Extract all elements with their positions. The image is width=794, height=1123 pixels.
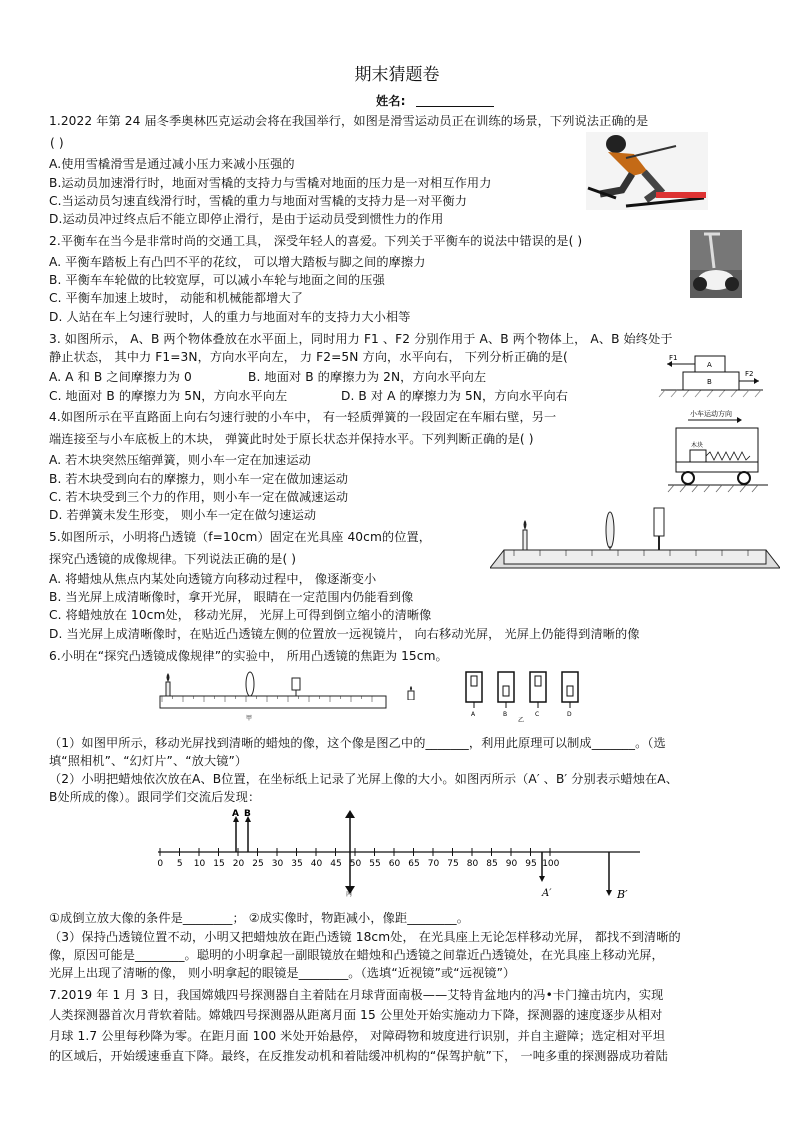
axis-tick-label: 80 bbox=[466, 859, 479, 869]
axis-tick-label: 0 bbox=[157, 859, 164, 869]
q7-line-4: 的区域后，开始缓速垂直下降。最终，在反推发动机和着陆缓冲机构的“保驾护航”下， 一吨多重的探测器成功着陆 bbox=[49, 1049, 668, 1063]
q5-stem-cont: 探究凸透镜的成像规律。下列说法正确的是( ) bbox=[49, 552, 297, 566]
number-line-figure-bing bbox=[150, 804, 650, 908]
axis-tick-label: 95 bbox=[525, 859, 537, 869]
option-label: B bbox=[503, 711, 508, 718]
q3-option-a: A. A 和 B 之间摩擦力为 0 bbox=[49, 370, 192, 384]
candle-image bbox=[535, 676, 541, 686]
q5-option-b: B. 当光屏上成清晰像时，拿开光屏， 眼睛在一定范围内仍能看到像 bbox=[49, 590, 414, 604]
axis-label-b-prime: B′ bbox=[617, 888, 628, 901]
optical-bench-figure-jia bbox=[150, 668, 390, 724]
q6-stem: 6.小明在“探究凸透镜成像规律”的实验中， 所用凸透镜的焦距为 15cm。 bbox=[49, 649, 448, 663]
q5-stem: 5.如图所示，小明将凸透镜（f=10cm）固定在光具座 40cm的位置， bbox=[49, 530, 432, 544]
cart-direction-label: 小车运动方向 bbox=[690, 410, 732, 418]
name-label: 姓名: bbox=[376, 94, 406, 108]
option-label: D bbox=[567, 711, 572, 718]
q2-stem: 2.平衡车在当今是非常时尚的交通工具， 深受年轻人的喜爱。下列关于平衡车的说法中错误的是( ) bbox=[49, 234, 583, 248]
q3-option-c: C. 地面对 B 的摩擦力为 5N，方向水平向左 bbox=[49, 389, 288, 403]
option-label: C bbox=[535, 711, 540, 718]
axis-tick-label: 40 bbox=[310, 859, 323, 869]
optical-bench-figure-q5 bbox=[490, 506, 780, 576]
axis-tick-label: 5 bbox=[176, 859, 183, 869]
axis-label-a-prime: A′ bbox=[542, 888, 552, 899]
q3-option-d: D. B 对 A 的摩擦力为 5N，方向水平向右 bbox=[341, 389, 569, 403]
axis-tick-label: 85 bbox=[486, 859, 498, 869]
q6-part2-questions: ①成倒立放大像的条件是________； ②成实像时，物距减小，像距________。 bbox=[49, 911, 470, 925]
page-title: 期末猜题卷 bbox=[354, 65, 440, 85]
fig-label-b: B bbox=[707, 378, 712, 386]
q3-stem: 3. 如图所示， A、B 两个物体叠放在水平面上，同时用力 F1 、F2 分别作用于 A、B 两个物体上， A、B 始终处于 bbox=[49, 332, 673, 346]
fig-yi-label: 乙 bbox=[518, 717, 525, 724]
q4-stem-cont: 端连接至与小车底板上的木块， 弹簧此时处于原长状态并保持水平。下列判断正确的是( ) bbox=[49, 432, 534, 446]
stacked-blocks-figure bbox=[655, 350, 767, 400]
q3-option-b: B. 地面对 B 的摩擦力为 2N，方向水平向左 bbox=[248, 370, 487, 384]
q1-option-a: A.使用雪橇滑雪是通过减小压力来减小压强的 bbox=[49, 157, 295, 171]
axis-tick-label: 75 bbox=[447, 859, 459, 869]
q4-option-b: B. 若木块受到向右的摩擦力，则小车一定在做加速运动 bbox=[49, 472, 349, 486]
q1-option-d: D.运动员冲过终点后不能立即停止滑行，是由于运动员受到惯性力的作用 bbox=[49, 212, 444, 226]
q1-option-c: C.当运动员匀速直线滑行时，雪橇的重力与地面对雪橇的支持力是一对平衡力 bbox=[49, 194, 468, 208]
fig-label-f1: F1 bbox=[669, 354, 678, 362]
q1-answer-blank[interactable]: ( ) bbox=[50, 136, 64, 150]
fig-bing-label: 丙 bbox=[346, 891, 353, 898]
image-options-figure-yi bbox=[460, 668, 588, 724]
axis-tick-label: 70 bbox=[427, 859, 440, 869]
name-blank[interactable] bbox=[416, 106, 494, 107]
axis-tick-label: 15 bbox=[213, 859, 225, 869]
fig-label-f2: F2 bbox=[745, 370, 754, 378]
candle-image bbox=[503, 686, 509, 696]
axis-tick-label: 90 bbox=[505, 859, 518, 869]
q4-option-c: C. 若木块受到三个力的作用，则小车一定在做减速运动 bbox=[49, 490, 349, 504]
q4-option-d: D. 若弹簧未发生形变， 则小车一定在做匀速运动 bbox=[49, 508, 317, 522]
option-label: A bbox=[471, 711, 476, 718]
axis-tick-label: 50 bbox=[349, 859, 362, 869]
skier-image bbox=[586, 132, 708, 210]
q6-part1-cont: 填“照相机”、“幻灯片”、“放大镜”） bbox=[49, 754, 248, 768]
q5-option-d: D. 当光屏上成清晰像时，在贴近凸透镜左侧的位置放一远视镜片， 向右移动光屏， 光屏上仍能得到清晰的像 bbox=[49, 627, 640, 641]
axis-tick-label: 45 bbox=[330, 859, 342, 869]
cart-spring-figure bbox=[666, 404, 770, 496]
axis-tick-label: 60 bbox=[388, 859, 401, 869]
fig-label-a: A bbox=[707, 361, 712, 369]
q4-option-a: A. 若木块突然压缩弹簧，则小车一定在加速运动 bbox=[49, 453, 311, 467]
q7-line-1: 7.2019 年 1 月 3 日，我国嫦娥四号探测器自主着陆在月球背面南极——艾特肯盆地内的冯•卡门撞击坑内，实现 bbox=[49, 988, 664, 1002]
q4-stem: 4.如图所示在平直路面上向右匀速行驶的小车中， 有一轻质弹簧的一段固定在车厢右壁，另一 bbox=[49, 410, 557, 424]
candle-icon bbox=[405, 686, 417, 700]
q6-part1: （1）如图甲所示，移动光屏找到清晰的蜡烛的像，这个像是图乙中的_______，利用此原理可以制成_______。（选 bbox=[49, 736, 666, 750]
q7-line-3: 月球 1.7 公里每秒降为零。在距月面 100 米处开始悬停， 对障碍物和坡度进行识别，并自主避障；选定相对平坦 bbox=[49, 1029, 666, 1043]
q3-stem-cont: 静止状态， 其中力 F1=3N，方向水平向左， 力 F2=5N 方向，水平向右， 下列分析正确的是( bbox=[49, 350, 568, 364]
q6-part2: （2）小明把蜡烛依次放在A、B位置，在坐标纸上记录了光屏上像的大小。如图丙所示（A′ 、B′ 分别表示蜡烛在A、 bbox=[49, 772, 678, 786]
axis-label-b: B bbox=[244, 809, 251, 819]
q1-option-b: B.运动员加速滑行时，地面对雪橇的支持力与雪橇对地面的压力是一对相互作用力 bbox=[49, 176, 492, 190]
q6-part3: （3）保持凸透镜位置不动，小明又把蜡烛放在距凸透镜 18cm处， 在光具座上无论怎样移动光屏， 都找不到清晰的 bbox=[49, 930, 681, 944]
fig-jia-label: 甲 bbox=[246, 715, 253, 722]
q2-option-d: D. 人站在车上匀速行驶时，人的重力与地面对车的支持力大小相等 bbox=[49, 310, 411, 324]
q1-stem: 1.2022 年第 24 届冬季奥林匹克运动会将在我国举行，如图是滑雪运动员正在训练的场景，下列说法正确的是 bbox=[49, 114, 649, 128]
axis-tick-label: 10 bbox=[193, 859, 206, 869]
q2-option-c: C. 平衡车加速上坡时， 动能和机械能都增大了 bbox=[49, 291, 303, 305]
axis-tick-label: 25 bbox=[252, 859, 264, 869]
q2-option-a: A. 平衡车踏板上有凸凹不平的花纹， 可以增大踏板与脚之间的摩擦力 bbox=[49, 255, 426, 269]
balance-car-image bbox=[690, 230, 742, 298]
axis-tick-label: 65 bbox=[408, 859, 420, 869]
q6-part3-cont: 像，原因可能是________。聪明的小明拿起一副眼镜放在蜡烛和凸透镜之间靠近凸透镜处，在光具座上移动光屏， bbox=[49, 948, 664, 962]
q5-option-a: A. 将蜡烛从焦点内某处向透镜方向移动过程中， 像逐渐变小 bbox=[49, 572, 377, 586]
q5-option-c: C. 将蜡烛放在 10cm处， 移动光屏， 光屏上可得到倒立缩小的清晰像 bbox=[49, 608, 432, 622]
axis-tick-label: 30 bbox=[271, 859, 284, 869]
axis-label-a: A bbox=[232, 809, 239, 819]
block-label: 木块 bbox=[691, 442, 704, 449]
candle-image bbox=[471, 676, 477, 686]
q2-option-b: B. 平衡车车轮做的比较宽厚，可以减小车轮与地面之间的压强 bbox=[49, 273, 385, 287]
q6-part2-cont: B处所成的像）。跟同学们交流后发现： bbox=[49, 790, 261, 804]
axis-tick-label: 100 bbox=[542, 859, 560, 869]
q7-line-2: 人类探测器首次月背软着陆。嫦娥四号探测器从距离月面 15 公里处开始实施动力下降，探测器的速度逐步从相对 bbox=[49, 1008, 663, 1022]
axis-tick-label: 55 bbox=[369, 859, 381, 869]
q6-part3-cont2: 光屏上出现了清晰的像， 则小明拿起的眼镜是________。（选填“近视镜”或“远视镜”） bbox=[49, 966, 516, 980]
axis-tick-label: 20 bbox=[232, 859, 245, 869]
candle-image bbox=[567, 686, 573, 696]
axis-tick-label: 35 bbox=[291, 859, 303, 869]
